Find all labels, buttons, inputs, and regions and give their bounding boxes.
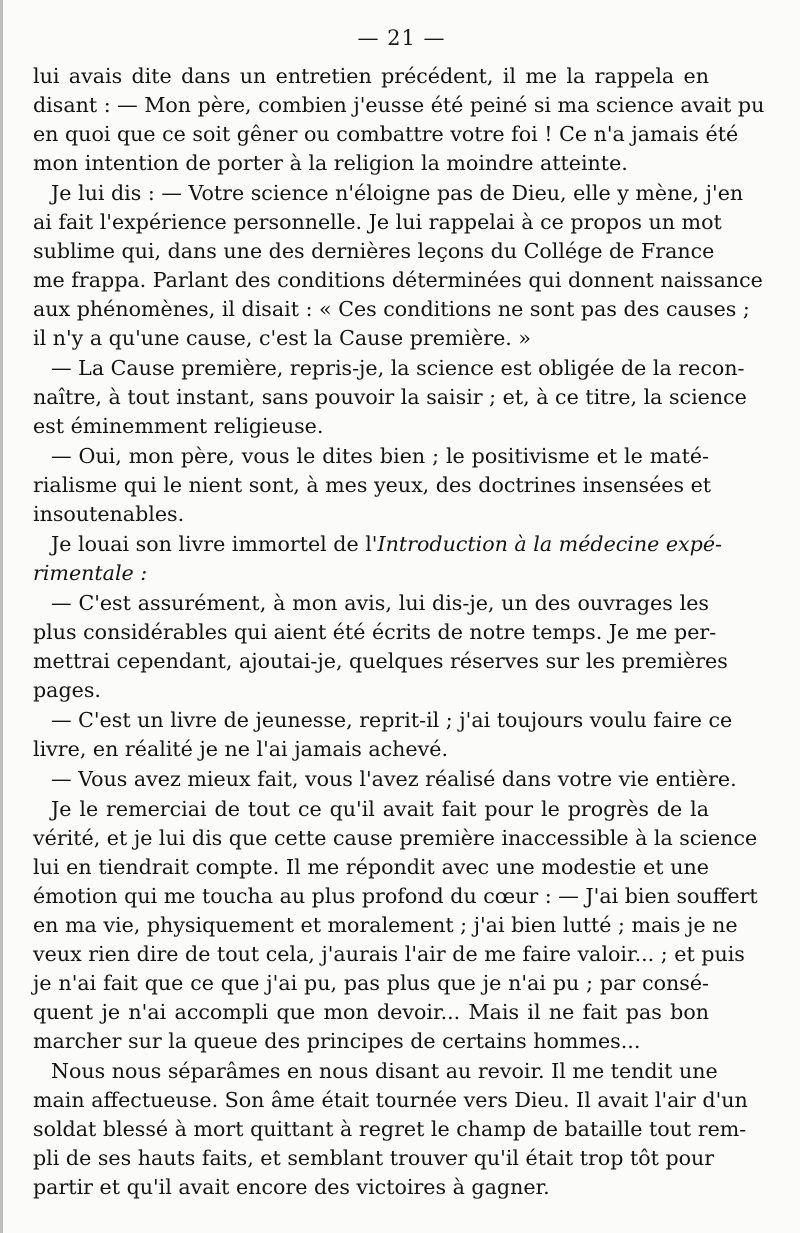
text-line [33, 1144, 715, 1173]
text-line [33, 266, 763, 295]
line-text: livre, en réalité je ne l'ai jamais achevé. [33, 737, 448, 761]
line-italic-text: Introduction à la médecine expé- [377, 532, 723, 556]
line-text: Je lui dis : — Votre science n'éloigne pas de Dieu, elle y mène, j'en [51, 181, 744, 205]
text-line [33, 442, 709, 471]
text-line [33, 618, 717, 647]
text-line [33, 706, 733, 735]
text-line [33, 882, 758, 911]
text-line [33, 647, 728, 676]
line-text: il n'y a qu'une cause, c'est la Cause première. » [33, 326, 531, 350]
line-text: soldat blessé à mort quittant à regret le champ de bataille tout rem- [33, 1117, 747, 1141]
line-text: — La Cause première, repris-je, la science est obligée de la recon- [51, 356, 745, 380]
text-line [33, 120, 739, 149]
text-line [33, 1057, 718, 1086]
line-text: marcher sur la queue des principes de certains hommes... [33, 1029, 641, 1053]
text-line [33, 1027, 709, 1056]
text-line [33, 735, 709, 764]
line-text: en ma vie, physiquement et moralement ; j'ai bien lutté ; mais je ne [33, 913, 738, 937]
line-text: je n'ai fait que ce que j'ai pu, pas plus que je n'ai pu ; par consé- [33, 971, 709, 995]
line-text: émotion qui me toucha au plus profond du cœur : — J'ai bien souffert [33, 884, 758, 908]
line-text: lui avais dite dans un entretien précédent, il me la rappela en [33, 64, 709, 88]
line-text: naître, à tout instant, sans pouvoir la saisir ; et, à ce titre, la science [33, 385, 747, 409]
text-line [33, 765, 737, 794]
line-text: mettrai cependant, ajoutai-je, quelques réserves sur les premières [33, 649, 728, 673]
line-text: aux phénomènes, il disait : « Ces conditions ne sont pas des causes ; [33, 297, 750, 321]
text-line [33, 530, 723, 559]
line-text: partir et qu'il avait encore des victoires à gagner. [33, 1175, 550, 1199]
line-text: me frappa. Parlant des conditions déterminées qui donnent naissance [33, 268, 763, 292]
line-text: main affectueuse. Son âme était tournée vers Dieu. Il avait l'air d'un [33, 1088, 748, 1112]
text-line [33, 1173, 709, 1202]
line-text: — C'est assurément, à mon avis, lui dis-je, un des ouvrages les [51, 591, 709, 615]
text-line [33, 853, 709, 882]
line-text: Nous nous séparâmes en nous disant au revoir. Il me tendit une [51, 1059, 718, 1083]
text-line [33, 179, 744, 208]
line-text: disant : — Mon père, combien j'eusse été peiné si ma science avait pu [33, 93, 765, 117]
line-text: — Vous avez mieux fait, vous l'avez réalisé dans votre vie entière. [51, 767, 737, 791]
text-line [33, 1115, 747, 1144]
text-line [33, 208, 722, 237]
line-text: veux rien dire de tout cela, j'aurais l'air de me faire valoir... ; et puis [33, 942, 745, 966]
line-text: vérité, et je lui dis que cette cause première inaccessible à la science [33, 826, 758, 850]
text-line [33, 237, 715, 266]
line-text: ai fait l'expérience personnelle. Je lui rappelai à ce propos un mot [33, 210, 722, 234]
text-line [33, 412, 709, 441]
line-italic-text: rimentale : [33, 561, 148, 585]
text-line [33, 149, 709, 178]
line-text: lui en tiendrait compte. Il me répondit avec une modestie et une [33, 855, 709, 879]
line-text: — C'est un livre de jeunesse, reprit-il ; j'ai toujours voulu faire ce [51, 708, 733, 732]
line-text: rialisme qui le nient sont, à mes yeux, des doctrines insensées et [33, 473, 712, 497]
text-line [33, 1086, 748, 1115]
text-line [33, 998, 709, 1027]
line-text: en quoi que ce soit gêner ou combattre votre foi ! Ce n'a jamais été [33, 122, 739, 146]
text-line [33, 911, 738, 940]
text-line [33, 91, 765, 120]
line-text: mon intention de porter à la religion la moindre atteinte. [33, 151, 628, 175]
line-text: est éminemment religieuse. [33, 414, 324, 438]
line-text: — Oui, mon père, vous le dites bien ; le positivisme et le maté- [51, 444, 709, 468]
line-text: pli de ses hauts faits, et semblant trouver qu'il était trop tôt pour [33, 1146, 715, 1170]
text-line [33, 324, 709, 353]
line-text: plus considérables qui aient été écrits de notre temps. Je me per- [33, 620, 717, 644]
line-text: pages. [33, 678, 101, 702]
line-text: insoutenables. [33, 502, 185, 526]
line-text: Je louai son livre immortel de l' [51, 532, 378, 556]
body-text [33, 62, 765, 1203]
line-text: sublime qui, dans une des dernières leçons du Collége de France [33, 239, 715, 263]
text-line [33, 500, 709, 529]
text-line [33, 676, 709, 705]
page-number: — 21 — [357, 26, 446, 50]
text-line [33, 295, 750, 324]
text-line [33, 471, 712, 500]
line-text: quent je n'ai accompli que mon devoir... Mais il ne fait pas bon [33, 1000, 709, 1024]
text-line [33, 559, 709, 588]
text-line [33, 940, 745, 969]
text-line [33, 795, 709, 824]
text-line [33, 383, 747, 412]
text-line [33, 824, 758, 853]
text-line [33, 969, 709, 998]
text-line [33, 354, 745, 383]
text-line [33, 589, 709, 618]
line-text: Je le remerciai de tout ce qu'il avait fait pour le progrès de la [51, 797, 709, 821]
text-line [33, 62, 709, 91]
